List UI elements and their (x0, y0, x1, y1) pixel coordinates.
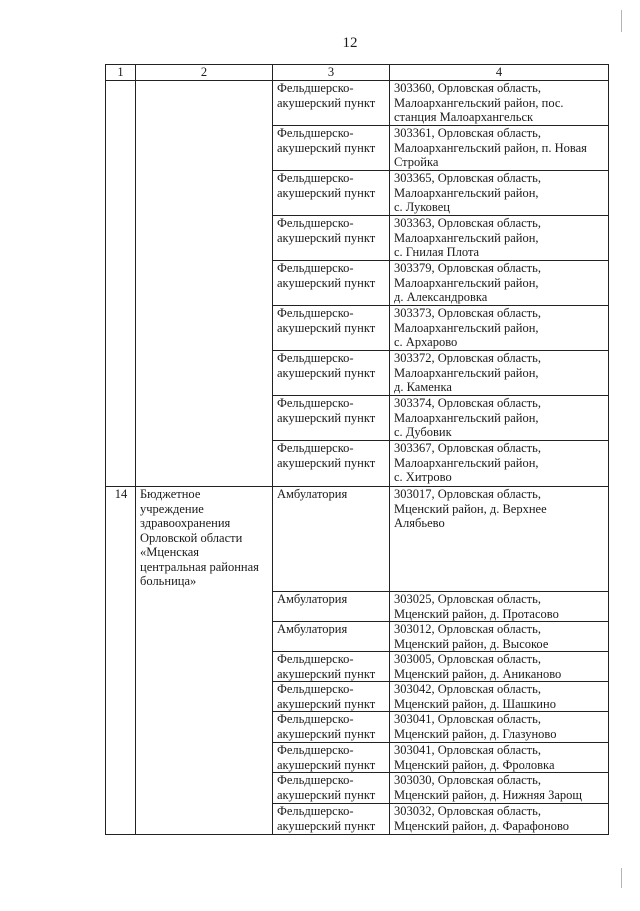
text-line: Малоархангельский район, п. Новая (394, 140, 587, 155)
text-line: станция Малоархангельск (394, 110, 534, 124)
facility-type-cell (273, 396, 390, 441)
address-cell (390, 171, 609, 216)
text-line: акушерский пункт (277, 410, 376, 425)
text-line: акушерский пункт (277, 818, 376, 833)
text-line: Фельдшерско- (277, 682, 354, 696)
facility-type-cell (273, 81, 390, 126)
address-cell (390, 592, 609, 622)
text-line: Фельдшерско- (277, 171, 354, 185)
facility-type-cell (273, 441, 390, 487)
text-line: центральная районная (140, 559, 259, 574)
text-line: 303042, Орловская область, (394, 682, 541, 696)
text-line: 303025, Орловская область, (394, 592, 541, 606)
text-line: «Мценская (140, 545, 200, 559)
text-line: с. Хитрово (394, 470, 452, 484)
facility-type-cell (273, 126, 390, 171)
text-line: Фельдшерско- (277, 712, 354, 726)
facility-type-cell (273, 622, 390, 652)
text-line: Фельдшерско- (277, 652, 354, 666)
text-line: акушерский пункт (277, 696, 376, 711)
text-line: Малоархангельский район, (394, 185, 539, 200)
text-line: с. Дубовик (394, 425, 452, 439)
column-number: 1 (106, 65, 136, 81)
text-line: Мценский район, д. Фроловка (394, 757, 555, 772)
facility-type-cell (273, 592, 390, 622)
text-line: 303041, Орловская область, (394, 743, 541, 757)
text-line: Стройка (394, 155, 439, 169)
text-line: Мценский район, д. Глазуново (394, 726, 557, 741)
institution-cell (136, 487, 273, 835)
text-line: 303041, Орловская область, (394, 712, 541, 726)
text-line: Фельдшерско- (277, 306, 354, 320)
facility-type-cell (273, 804, 390, 835)
text-line: Фельдшерско- (277, 351, 354, 365)
address-cell (390, 351, 609, 396)
text-line: 303374, Орловская область, (394, 396, 541, 410)
text-line: 303017, Орловская область, (394, 487, 541, 501)
text-line: 303373, Орловская область, (394, 306, 541, 320)
column-number: 3 (273, 65, 390, 81)
scan-artifact (621, 868, 622, 888)
address-cell (390, 804, 609, 835)
text-line: Фельдшерско- (277, 81, 354, 95)
text-line: Мценский район, д. Фарафоново (394, 818, 570, 833)
text-line: Мценский район, д. Нижняя Зарощ (394, 787, 583, 802)
text-line: 303367, Орловская область, (394, 441, 541, 455)
facilities-table (105, 64, 609, 835)
text-line: с. Луковец (394, 200, 450, 214)
text-line: акушерский пункт (277, 455, 376, 470)
text-line: 303030, Орловская область, (394, 773, 541, 787)
text-line: Фельдшерско- (277, 773, 354, 787)
text-line: с. Гнилая Плота (394, 245, 480, 259)
text-line: Мценский район, д. Высокое (394, 636, 549, 651)
address-cell (390, 487, 609, 592)
address-cell (390, 441, 609, 487)
text-line: д. Александровка (394, 290, 488, 304)
text-line: 303360, Орловская область, (394, 81, 541, 95)
institution-cell (136, 81, 273, 487)
text-line: Мценский район, д. Верхнее (394, 501, 547, 516)
text-line: Фельдшерско- (277, 441, 354, 455)
table-row (106, 81, 609, 126)
facility-type-cell (273, 712, 390, 743)
text-line: Малоархангельский район, (394, 455, 539, 470)
text-line: Фельдшерско- (277, 126, 354, 140)
text-line: акушерский пункт (277, 726, 376, 741)
text-line: акушерский пункт (277, 230, 376, 245)
text-line: Малоархангельский район, (394, 410, 539, 425)
address-cell (390, 622, 609, 652)
facility-type-cell (273, 216, 390, 261)
text-line: 303012, Орловская область, (394, 622, 541, 636)
column-number-row (106, 65, 609, 81)
text-line: акушерский пункт (277, 365, 376, 380)
facility-type-cell (273, 743, 390, 773)
text-line: Фельдшерско- (277, 396, 354, 410)
address-cell (390, 306, 609, 351)
address-cell (390, 216, 609, 261)
text-line: Фельдшерско- (277, 743, 354, 757)
text-line: Орловской области (140, 530, 243, 545)
text-line: Малоархангельский район, (394, 320, 539, 335)
address-cell (390, 712, 609, 743)
text-line: 303361, Орловская область, (394, 126, 541, 140)
text-line: с. Архарово (394, 335, 458, 349)
text-line: Амбулатория (277, 592, 348, 606)
address-cell (390, 261, 609, 306)
text-line: д. Каменка (394, 380, 452, 394)
facility-type-cell (273, 487, 390, 592)
scan-artifact (621, 10, 622, 32)
column-number: 2 (136, 65, 273, 81)
text-line: 303005, Орловская область, (394, 652, 541, 666)
address-cell (390, 773, 609, 804)
column-number: 4 (390, 65, 609, 81)
address-cell (390, 682, 609, 712)
address-cell (390, 126, 609, 171)
text-line: Алябьево (394, 516, 445, 530)
text-line: Малоархангельский район, (394, 365, 539, 380)
text-line: Малоархангельский район, (394, 275, 539, 290)
text-line: Фельдшерско- (277, 261, 354, 275)
text-line: Бюджетное (140, 487, 201, 501)
text-line: 303365, Орловская область, (394, 171, 541, 185)
text-line: Амбулатория (277, 622, 348, 636)
text-line: 303372, Орловская область, (394, 351, 541, 365)
text-line: акушерский пункт (277, 275, 376, 290)
row-number-cell: 14 (106, 487, 136, 835)
row-number-cell (106, 81, 136, 487)
address-cell (390, 652, 609, 682)
text-line: 303032, Орловская область, (394, 804, 541, 818)
text-line: акушерский пункт (277, 787, 376, 802)
facility-type-cell (273, 261, 390, 306)
address-cell (390, 396, 609, 441)
text-line: акушерский пункт (277, 320, 376, 335)
text-line: 303363, Орловская область, (394, 216, 541, 230)
text-line: Малоархангельский район, пос. (394, 95, 564, 110)
text-line: Амбулатория (277, 487, 348, 501)
text-line: Мценский район, д. Протасово (394, 606, 559, 621)
table-row (106, 487, 609, 592)
text-line: акушерский пункт (277, 140, 376, 155)
text-line: Мценский район, д. Шашкино (394, 696, 556, 711)
text-line: учреждение (140, 501, 204, 516)
text-line: акушерский пункт (277, 185, 376, 200)
text-line: акушерский пункт (277, 757, 376, 772)
text-line: Фельдшерско- (277, 804, 354, 818)
address-cell (390, 743, 609, 773)
text-line: Малоархангельский район, (394, 230, 539, 245)
text-line: Мценский район, д. Аниканово (394, 666, 562, 681)
facility-type-cell (273, 306, 390, 351)
text-line: акушерский пункт (277, 95, 376, 110)
facility-type-cell (273, 773, 390, 804)
text-line: акушерский пункт (277, 666, 376, 681)
text-line: больница» (140, 574, 197, 588)
text-line: Фельдшерско- (277, 216, 354, 230)
text-line: 303379, Орловская область, (394, 261, 541, 275)
page-number: 12 (342, 35, 358, 51)
facility-type-cell (273, 682, 390, 712)
facility-type-cell (273, 351, 390, 396)
facility-type-cell (273, 652, 390, 682)
address-cell (390, 81, 609, 126)
text-line: здравоохранения (140, 516, 231, 530)
facility-type-cell (273, 171, 390, 216)
